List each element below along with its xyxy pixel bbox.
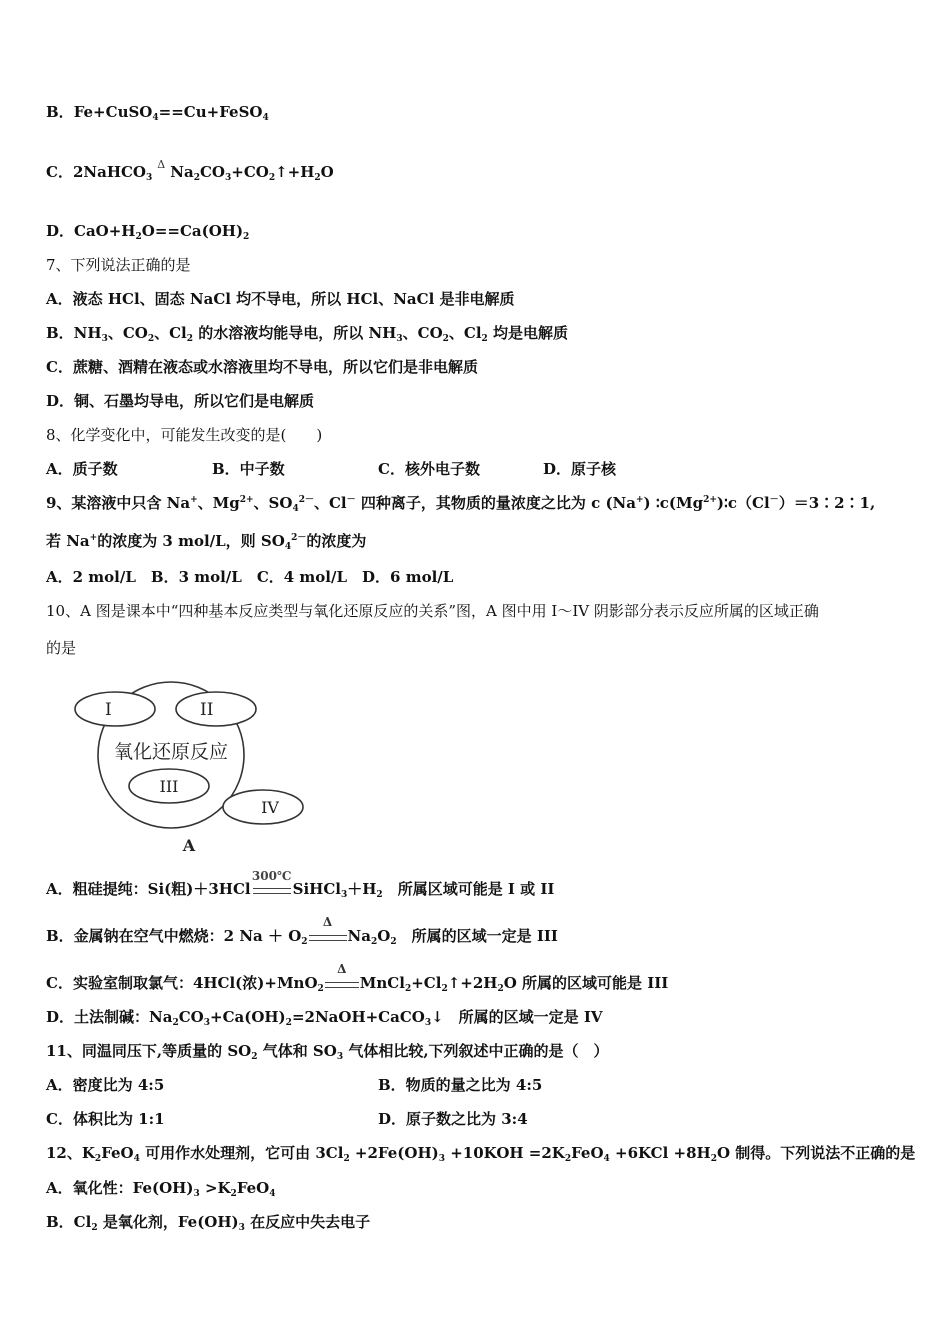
q8-option-c: C．核外电子数 bbox=[378, 460, 480, 478]
q10-option-c: C．实验室制取氯气：4HCl(浓)+MnO$_2$ Δ $MnCl_2+Cl_2↑+2H_2O$ 所属的区域可能是 III bbox=[46, 962, 669, 994]
venn-caption: A bbox=[182, 836, 196, 855]
q9-stem-line1: 9、某溶液中只含 Na+、$Mg^{2+}$、$SO_4^{2-}$、Cl－ 四种离子，其物质的量浓度之比为 c (Na+) $∶c(Mg^{2+})∶c(Cl^-)=3∶2∶1$, bbox=[46, 494, 876, 514]
q8-option-d: D．原子核 bbox=[543, 460, 617, 478]
q6-option-b: B．Fe+CuSO$_4$==Cu+FeSO$_4$ bbox=[46, 103, 269, 123]
venn-label-i: I bbox=[105, 700, 112, 720]
q10-stem-line1: 10、A 图是课本中“四种基本反应类型与氧化还原反应的关系”图，A 图中用 I～IV 阴影部分表示反应所属的区域正确 bbox=[46, 602, 819, 620]
q8-option-a: A．质子数 bbox=[46, 460, 118, 478]
q7-option-b: B．$NH_3$、$CO_2$、$Cl_2$ 的水溶液均能导电，所以 $NH_3$、$CO_2$、$Cl_2$ 均是电解质 bbox=[46, 324, 569, 344]
venn-label-iv: IV bbox=[261, 798, 279, 817]
q9-stem-line2: 若 Na+的浓度为 3 mol/L，则 $SO_4^{2-}$的浓度为 bbox=[46, 532, 367, 552]
q8-stem: 8、化学变化中，可能发生改变的是( ) bbox=[46, 426, 323, 444]
q10-stem-line2: 的是 bbox=[46, 639, 77, 657]
venn-label-ii: II bbox=[200, 700, 214, 720]
q11-option-b: B．物质的量之比为 4:5 bbox=[378, 1076, 543, 1094]
q7-option-a: A．液态 HCl、固态 NaCl 均不导电，所以 HCl、NaCl 是非电解质 bbox=[46, 290, 515, 308]
q11-option-a: A．密度比为 4:5 bbox=[46, 1076, 165, 1094]
q6-option-c: C．2NaHCO$_3$ Δ $Na_2CO_3+CO_2↑+H_2O$ bbox=[46, 162, 334, 182]
venn-label-redox: 氧化还原反应 bbox=[113, 741, 229, 763]
q11-stem: 11、同温同压下,等质量的 $SO_2$ 气体和 $SO_3$ 气体相比较,下列叙述中正确的是（ ） bbox=[46, 1042, 609, 1062]
venn-ellipse-i bbox=[75, 692, 155, 726]
venn-diagram bbox=[70, 676, 315, 861]
q6-option-d: D．$CaO+H_2O==Ca(OH)_2$ bbox=[46, 222, 250, 242]
venn-label-iii: III bbox=[159, 777, 179, 796]
q7-option-d: D．铜、石墨均导电，所以它们是电解质 bbox=[46, 392, 315, 410]
q8-option-b: B．中子数 bbox=[212, 460, 285, 478]
q11-option-d: D．原子数之比为 3:4 bbox=[378, 1110, 528, 1128]
q9-options: A．2 mol/L B．3 mol/L C．4 mol/L D．6 mol/L bbox=[46, 568, 454, 586]
q11-option-c: C．体积比为 1:1 bbox=[46, 1110, 165, 1128]
q10-option-b: B．金属钠在空气中燃烧：2 $Na + O_2$ Δ $Na_2O_2$ 所属的区域一定是 III bbox=[46, 915, 558, 947]
q10-option-d: D．土法制碱：$Na_2CO_3+Ca(OH)_2=2NaOH+CaCO_3↓$ 所属的区域一定是 IV bbox=[46, 1008, 603, 1028]
q7-option-c: C．蔗糖、酒精在液态或水溶液里均不导电，所以它们是非电解质 bbox=[46, 358, 478, 376]
q7-stem: 7、下列说法正确的是 bbox=[46, 256, 191, 274]
q10-option-a: A．粗硅提纯：Si(粗)＋3HCl 300℃ $SiHCl_3+H_2$ 所属区域可能是 I 或 II bbox=[46, 869, 555, 900]
q12-option-a: A．氧化性：$Fe(OH)_3 >K_2FeO_4$ bbox=[46, 1179, 276, 1199]
q12-stem: 12、$K_2FeO_4$ 可用作水处理剂，它可由 $3Cl_2 +2Fe(OH)_3 +10KOH =2K_2FeO_4 +6KCl +8H_2O$ 制得。下列说法不正确的是 bbox=[46, 1144, 916, 1164]
heat-condition: Δ bbox=[157, 158, 166, 171]
q12-option-b: B．$Cl_2$ 是氧化剂，$Fe(OH)_3$ 在反应中失去电子 bbox=[46, 1213, 371, 1233]
venn-ellipse-ii bbox=[176, 692, 256, 726]
